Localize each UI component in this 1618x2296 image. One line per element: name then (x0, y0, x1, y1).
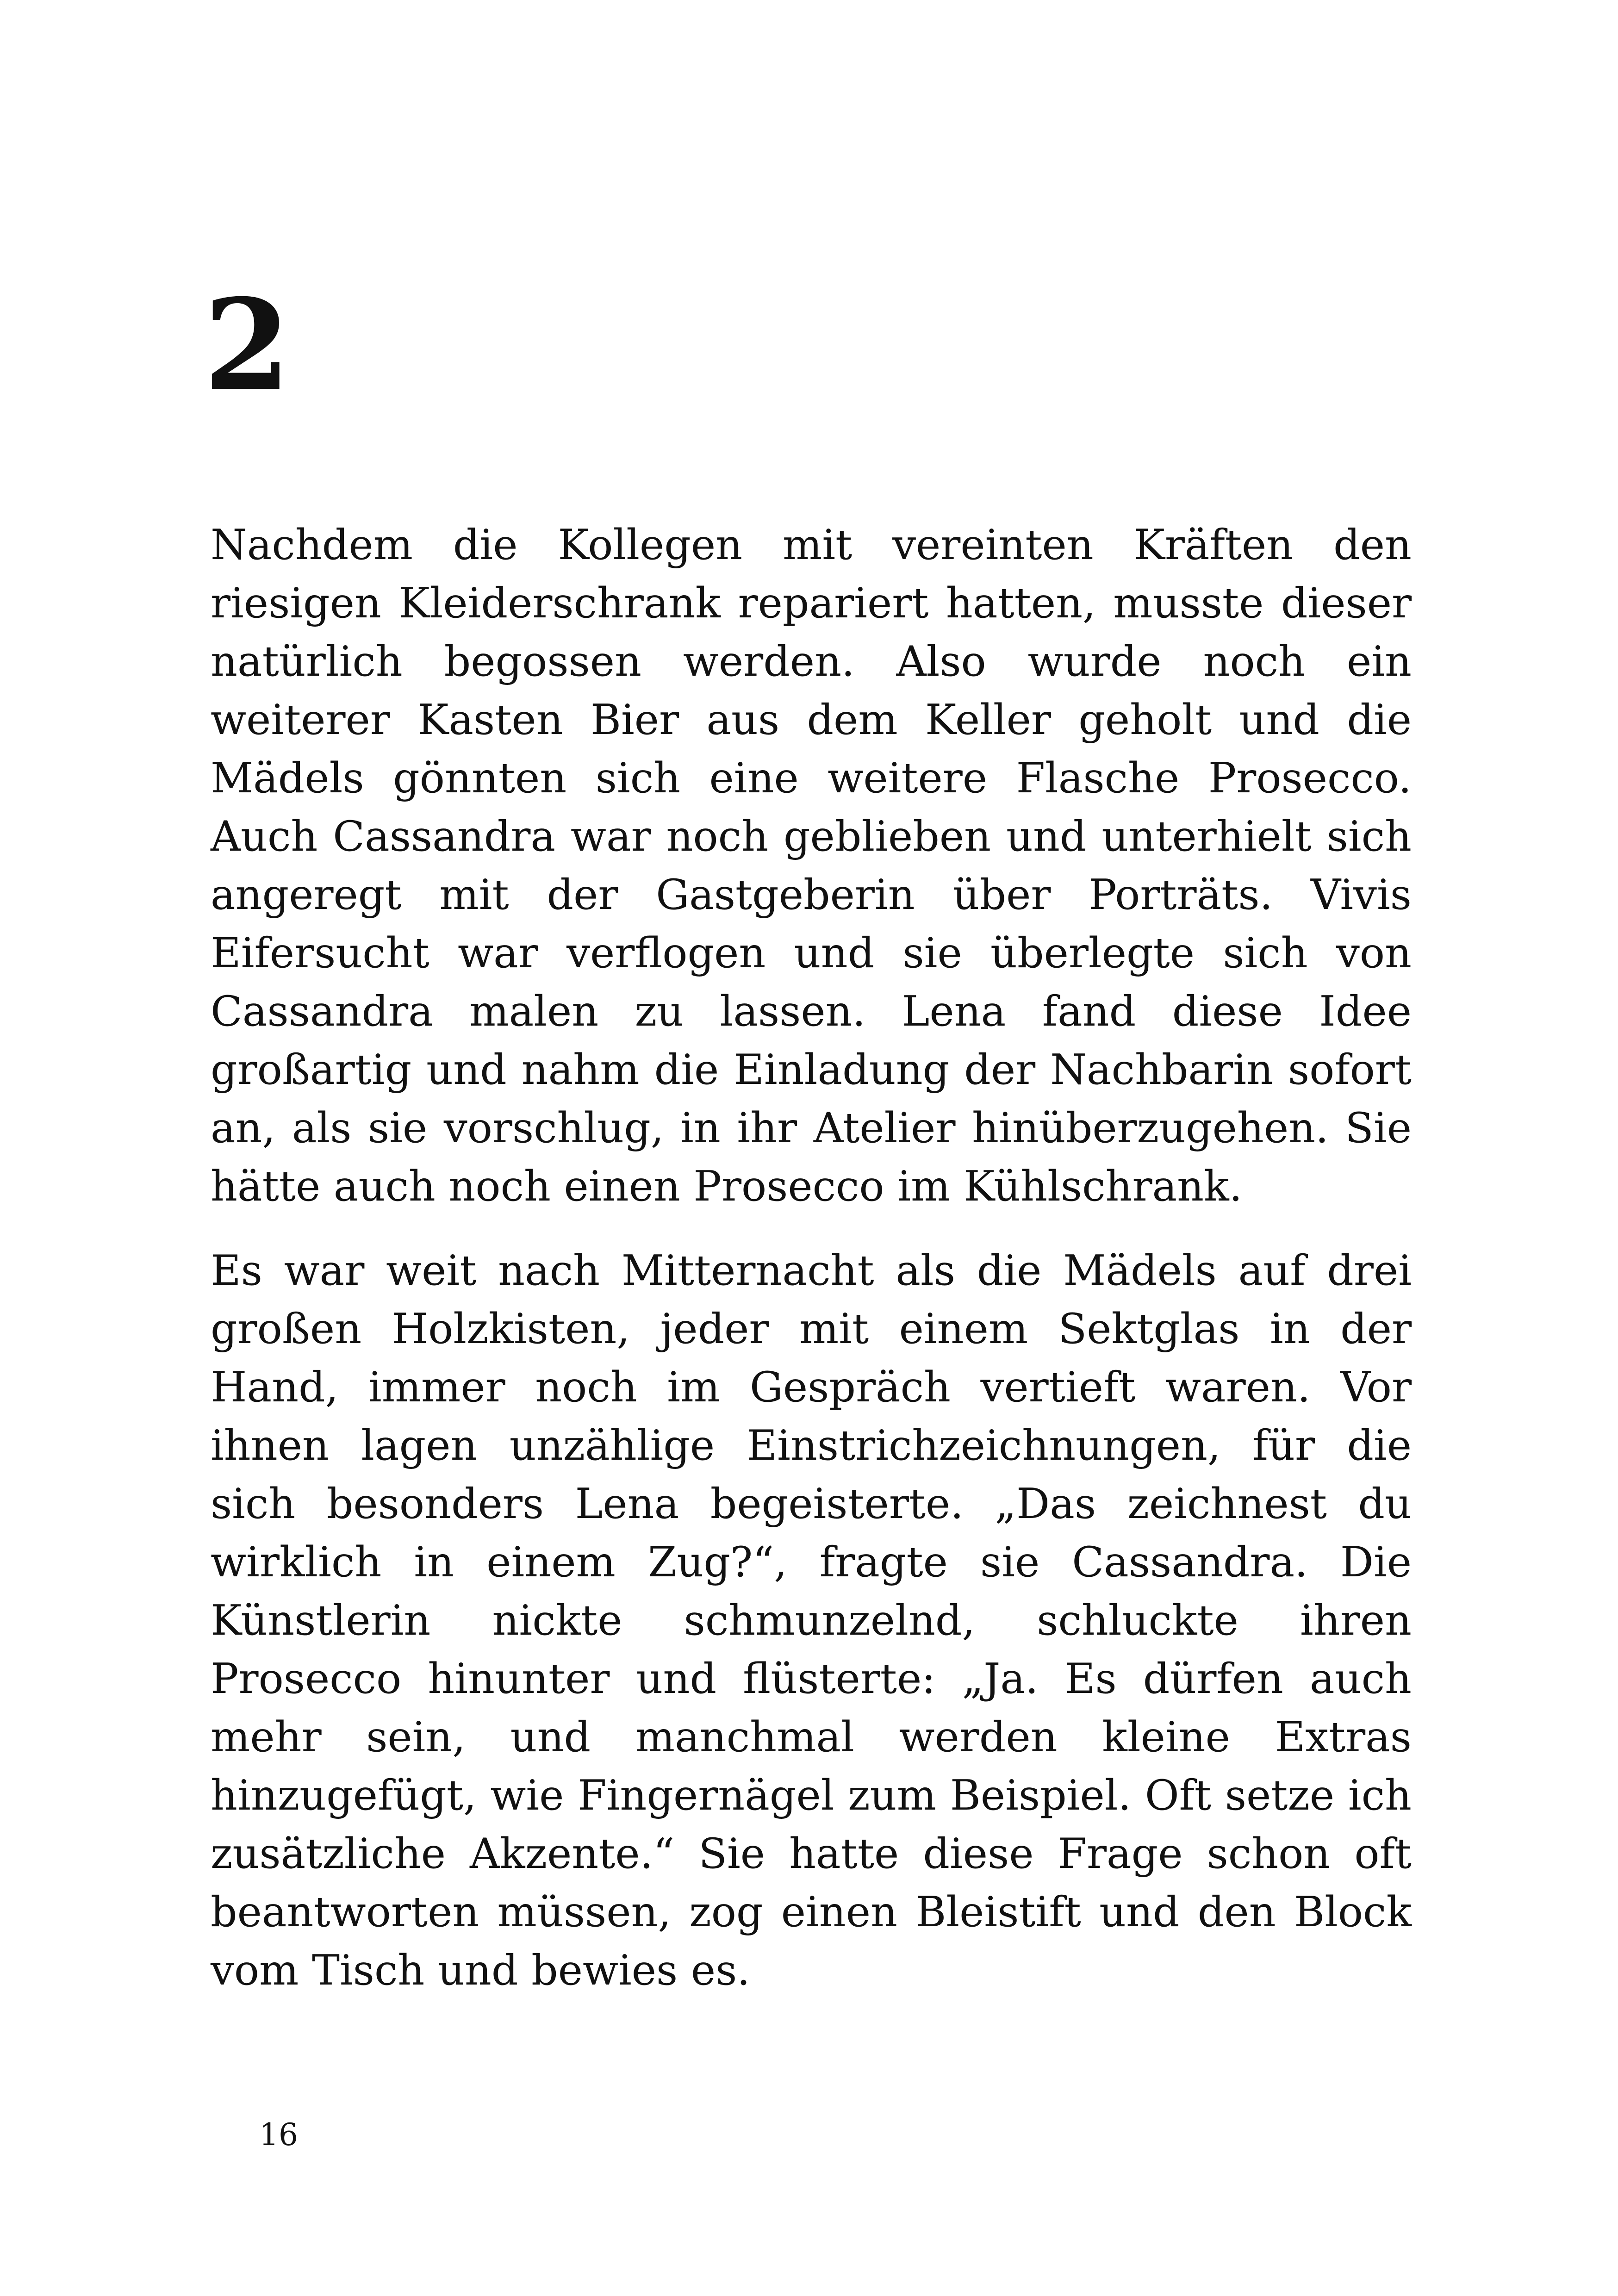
paragraph-1: Nachdem die Kollegen mit vereinten Kräften den riesigen Kleiderschrank repariert hatten, musste dieser natürlich begossen werden. Also wurde noch ein weiterer Kasten Bier aus dem Keller geholt und die Mädels gönnten sich eine weitere Flasche Prosecco. Auch Cassandra war noch geblieben und unterhielt sich angeregt mit der Gastgeberin über Porträts. Vivis Eifersucht war verflogen und sie überlegte sich von Cassandra malen zu lassen. Lena fand diese Idee großartig und nahm die Einladung der Nachbarin sofort an, als sie vorschlug, in ihr Atelier hinüberzugehen. Sie hätte auch noch einen Prosecco im Kühlschrank. (211, 521, 1412, 1211)
body-text (211, 516, 1412, 2026)
chapter-number: 2 (204, 271, 291, 418)
page-number: 16 (259, 2117, 298, 2153)
paragraph-2: Es war weit nach Mitternacht als die Mädels auf drei großen Holzkisten, jeder mit einem Sektglas in der Hand, immer noch im Gespräch vertieft waren. Vor ihnen lagen unzählige Einstrichzeichnungen, für die sich besonders Lena begeisterte. „Das zeichnest du wirklich in einem Zug?“, fragte sie Cassandra. Die Künstlerin nickte schmunzelnd, schluckte ihren Prosecco hinunter und flüsterte: „Ja. Es dürfen auch mehr sein, und manchmal werden kleine Extras hinzugefügt, wie Fingernägel zum Beispiel. Oft setze ich zusätzliche Akzente.“ Sie hatte diese Frage schon oft beantworten müssen, zog einen Bleistift und den Block vom Tisch und bewies es. (211, 1246, 1412, 1995)
